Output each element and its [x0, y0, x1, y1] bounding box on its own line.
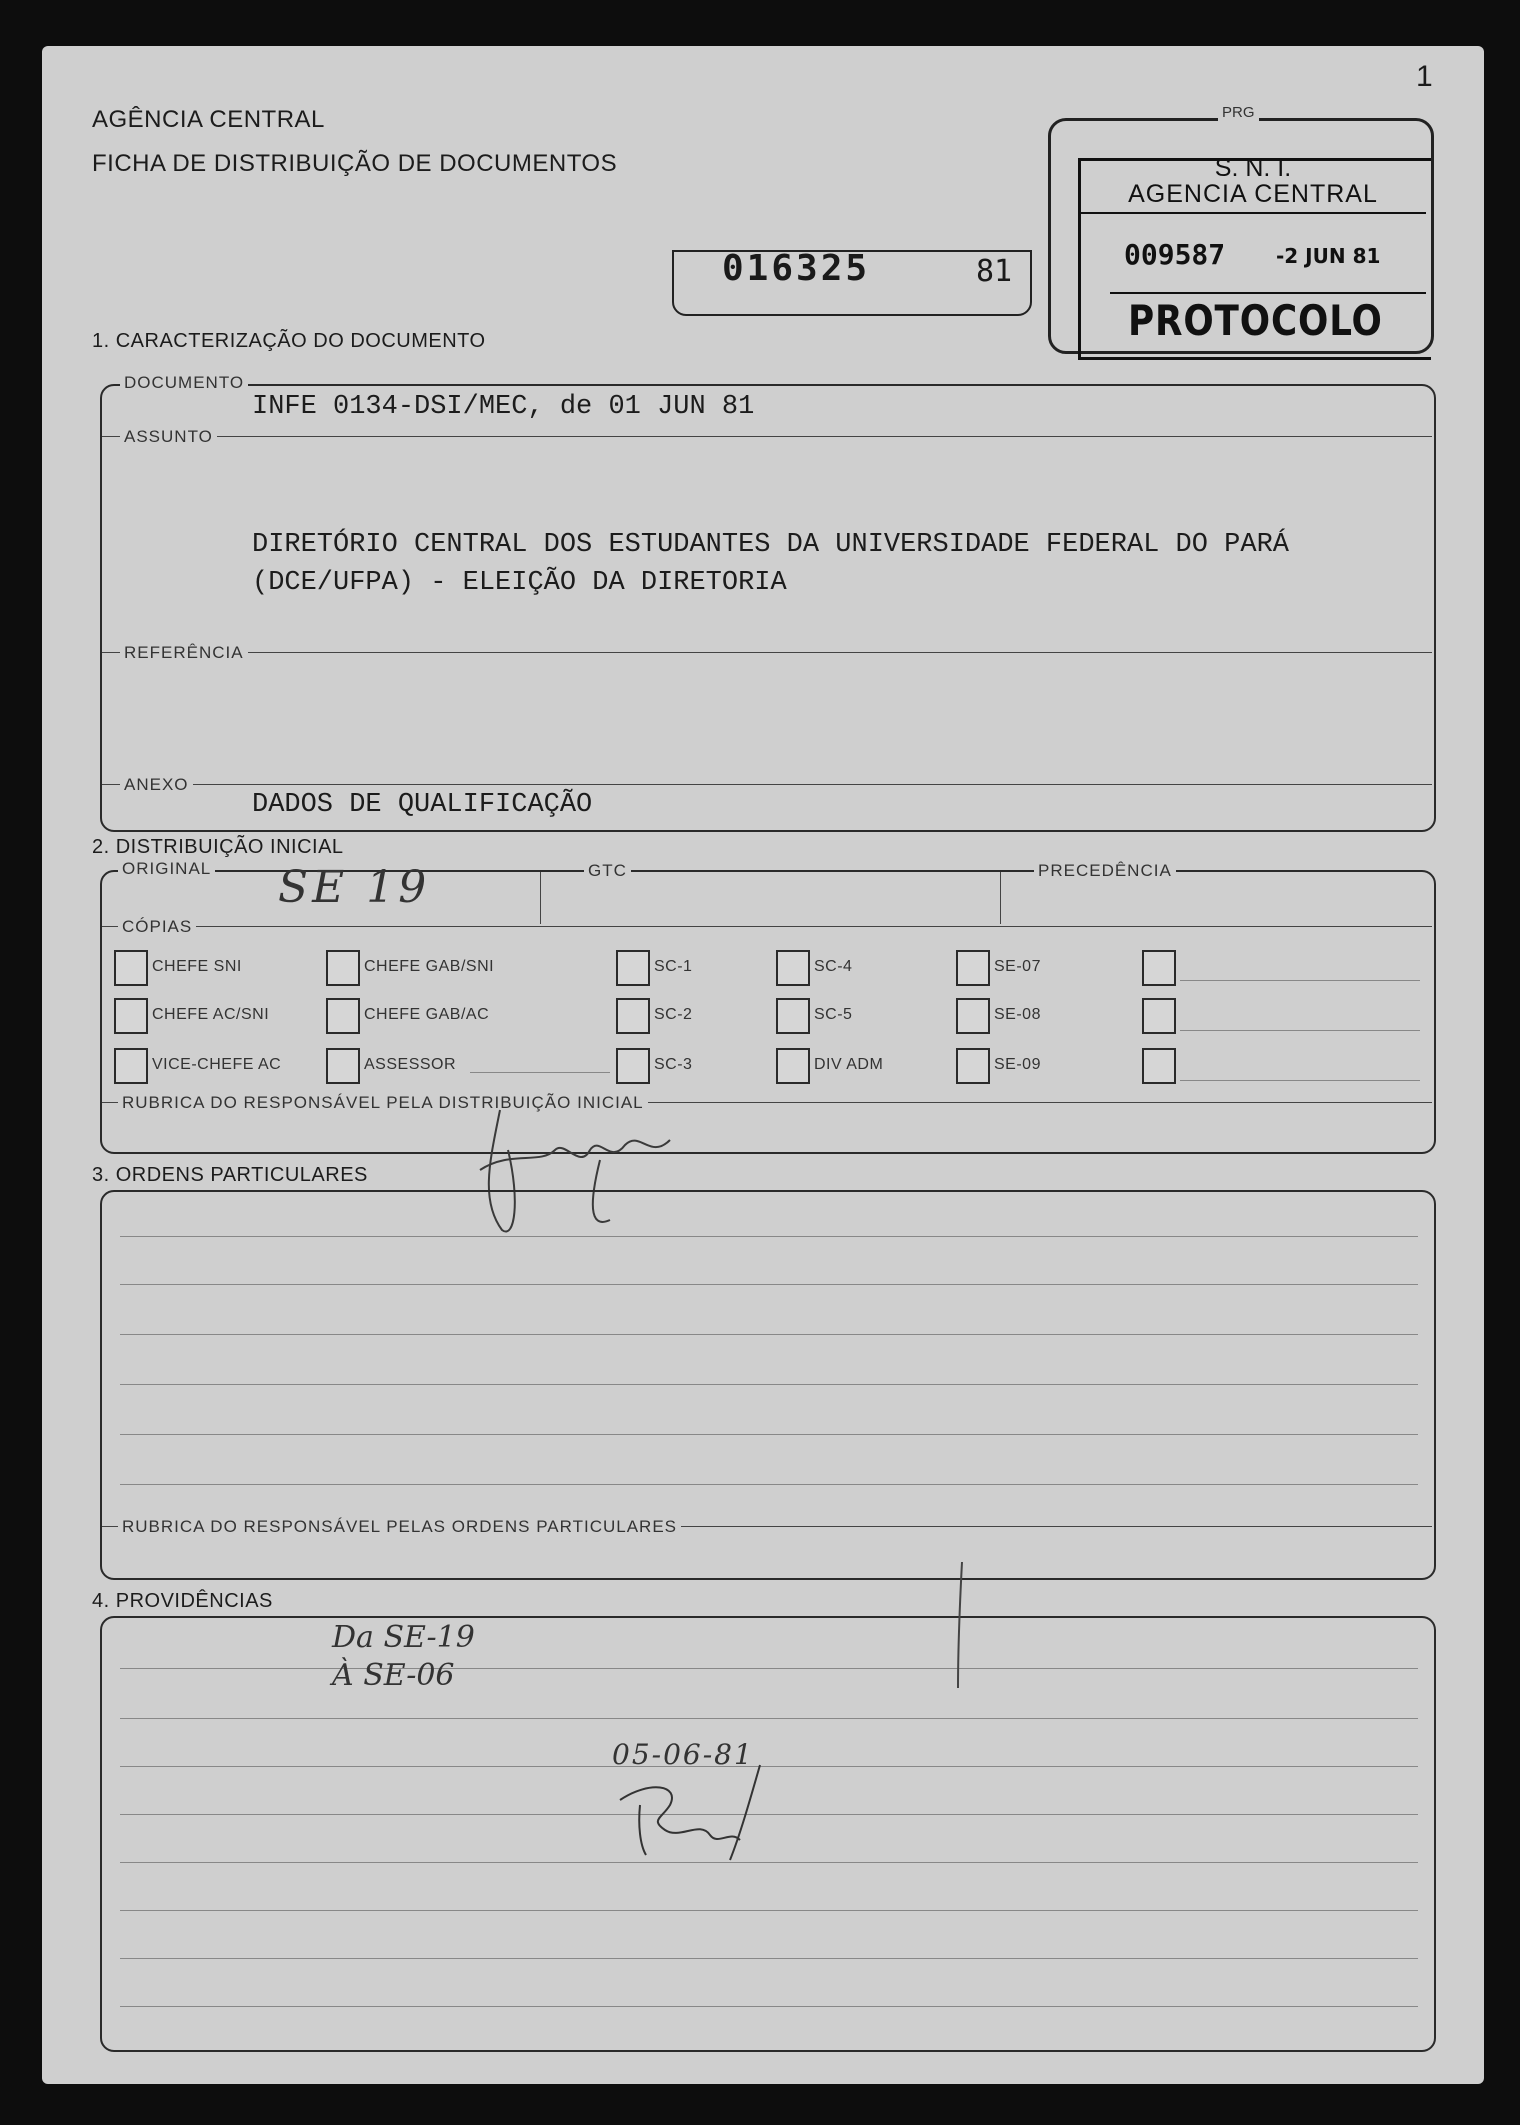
- assunto-line: [102, 436, 1432, 437]
- blank-fill-line: [1180, 980, 1420, 981]
- anexo-value: DADOS DE QUALIFICAÇÃO: [252, 790, 593, 820]
- writing-line: [120, 1236, 1418, 1237]
- checkbox-label: CHEFE GAB/AC: [364, 1006, 490, 1023]
- gtc-divider: [540, 872, 541, 924]
- writing-line: [120, 1434, 1418, 1435]
- checkbox-se-07[interactable]: [956, 950, 990, 986]
- checkbox-label: CHEFE SNI: [152, 958, 242, 975]
- documento-value: INFE 0134-DSI/MEC, de 01 JUN 81: [252, 392, 755, 422]
- agency-title: AGÊNCIA CENTRAL: [92, 106, 325, 133]
- checkbox-se-09[interactable]: [956, 1048, 990, 1084]
- referencia-line: [102, 652, 1432, 653]
- writing-line: [120, 1910, 1418, 1911]
- writing-line: [120, 1334, 1418, 1335]
- writing-line: [120, 2006, 1418, 2007]
- form-title: FICHA DE DISTRIBUIÇÃO DE DOCUMENTOS: [92, 150, 618, 177]
- checkbox-se-08[interactable]: [956, 998, 990, 1034]
- checkbox-label: ASSESSOR: [364, 1056, 457, 1073]
- writing-line: [120, 1958, 1418, 1959]
- checkbox-sc-3[interactable]: [616, 1048, 650, 1084]
- providencias-note-date: 05-06-81: [612, 1738, 754, 1771]
- stamp-divider: [1080, 212, 1426, 214]
- assunto-line1: DIRETÓRIO CENTRAL DOS ESTUDANTES DA UNIVERSIDADE FEDERAL DO PARÁ: [252, 530, 1289, 560]
- checkbox-vice-chefe-ac[interactable]: [114, 1048, 148, 1084]
- copias-label: CÓPIAS: [118, 917, 196, 937]
- checkbox-blank-3[interactable]: [1142, 1048, 1176, 1084]
- checkbox-label: SC-4: [814, 958, 853, 975]
- checkbox-label: SE-09: [994, 1056, 1041, 1073]
- providencias-signature: [610, 1760, 810, 1870]
- assunto-label: ASSUNTO: [120, 427, 217, 447]
- original-label: ORIGINAL: [118, 859, 215, 879]
- checkbox-label: SE-08: [994, 1006, 1041, 1023]
- page-number: 1: [1416, 60, 1434, 93]
- documento-label: DOCUMENTO: [120, 373, 248, 393]
- checkbox-sc-2[interactable]: [616, 998, 650, 1034]
- checkbox-label: VICE-CHEFE AC: [152, 1056, 282, 1073]
- writing-line: [120, 1484, 1418, 1485]
- stamp-divider-2: [1110, 292, 1426, 294]
- precedencia-divider: [1000, 872, 1001, 924]
- checkbox-label: SE-07: [994, 958, 1041, 975]
- checkbox-blank-2[interactable]: [1142, 998, 1176, 1034]
- checkbox-label: SC-2: [654, 1006, 693, 1023]
- anexo-line: [102, 784, 1432, 785]
- section1-title: 1. CARACTERIZAÇÃO DO DOCUMENTO: [92, 330, 486, 352]
- stamp-date: -2 JUN 81: [1276, 244, 1381, 268]
- assunto-line2: (DCE/UFPA) - ELEIÇÃO DA DIRETORIA: [252, 568, 787, 598]
- checkbox-chefe-sni[interactable]: [114, 950, 148, 986]
- section1-box: [100, 384, 1436, 832]
- stamp-agency: AGENCIA CENTRAL: [1128, 180, 1378, 208]
- checkbox-div-adm[interactable]: [776, 1048, 810, 1084]
- rubrica-distribuicao-label: RUBRICA DO RESPONSÁVEL PELA DISTRIBUIÇÃO INICIAL: [118, 1093, 648, 1113]
- checkbox-label: DIV ADM: [814, 1056, 884, 1073]
- stamp-title: PROTOCOLO: [1128, 296, 1383, 345]
- checkbox-label: CHEFE GAB/SNI: [364, 958, 495, 975]
- checkbox-sc-4[interactable]: [776, 950, 810, 986]
- checkbox-blank-1[interactable]: [1142, 950, 1176, 986]
- providencias-note-line1: Da SE-19: [332, 1620, 475, 1655]
- stamp-number: 009587: [1124, 238, 1226, 271]
- doc-number: 016325: [722, 248, 871, 289]
- checkbox-assessor[interactable]: [326, 1048, 360, 1084]
- original-value: SE 19: [278, 862, 431, 913]
- checkbox-label: SC-1: [654, 958, 693, 975]
- assessor-fill-line: [470, 1072, 610, 1073]
- writing-line: [120, 1668, 1418, 1669]
- section4-title: 4. PROVIDÊNCIAS: [92, 1590, 273, 1612]
- writing-line: [120, 1384, 1418, 1385]
- blank-fill-line: [1180, 1080, 1420, 1081]
- rubrica-ordens-label: RUBRICA DO RESPONSÁVEL PELAS ORDENS PARTICULARES: [118, 1517, 681, 1537]
- copias-line: [102, 926, 1432, 927]
- doc-number-suffix: 81: [976, 254, 1013, 289]
- stamp-org: S. N. I.: [1214, 154, 1292, 182]
- providencias-note-line2: À SE-06: [332, 1658, 455, 1693]
- checkbox-label: CHEFE AC/SNI: [152, 1006, 270, 1023]
- anexo-label: ANEXO: [120, 775, 193, 795]
- checkbox-label: SC-5: [814, 1006, 853, 1023]
- writing-line: [120, 1718, 1418, 1719]
- section3-title: 3. ORDENS PARTICULARES: [92, 1164, 368, 1186]
- checkbox-chefe-gab-ac[interactable]: [326, 998, 360, 1034]
- checkbox-chefe-ac-sni[interactable]: [114, 998, 148, 1034]
- section2-title: 2. DISTRIBUIÇÃO INICIAL: [92, 836, 344, 858]
- gtc-label: GTC: [584, 861, 631, 881]
- precedencia-label: PRECEDÊNCIA: [1034, 861, 1176, 881]
- checkbox-chefe-gab-sni[interactable]: [326, 950, 360, 986]
- blank-fill-line: [1180, 1030, 1420, 1031]
- checkbox-label: SC-3: [654, 1056, 693, 1073]
- checkbox-sc-1[interactable]: [616, 950, 650, 986]
- vertical-pen-mark: [950, 1560, 970, 1690]
- stamp-top-label: PRG: [1218, 104, 1259, 121]
- writing-line: [120, 1284, 1418, 1285]
- referencia-label: REFERÊNCIA: [120, 643, 248, 663]
- checkbox-sc-5[interactable]: [776, 998, 810, 1034]
